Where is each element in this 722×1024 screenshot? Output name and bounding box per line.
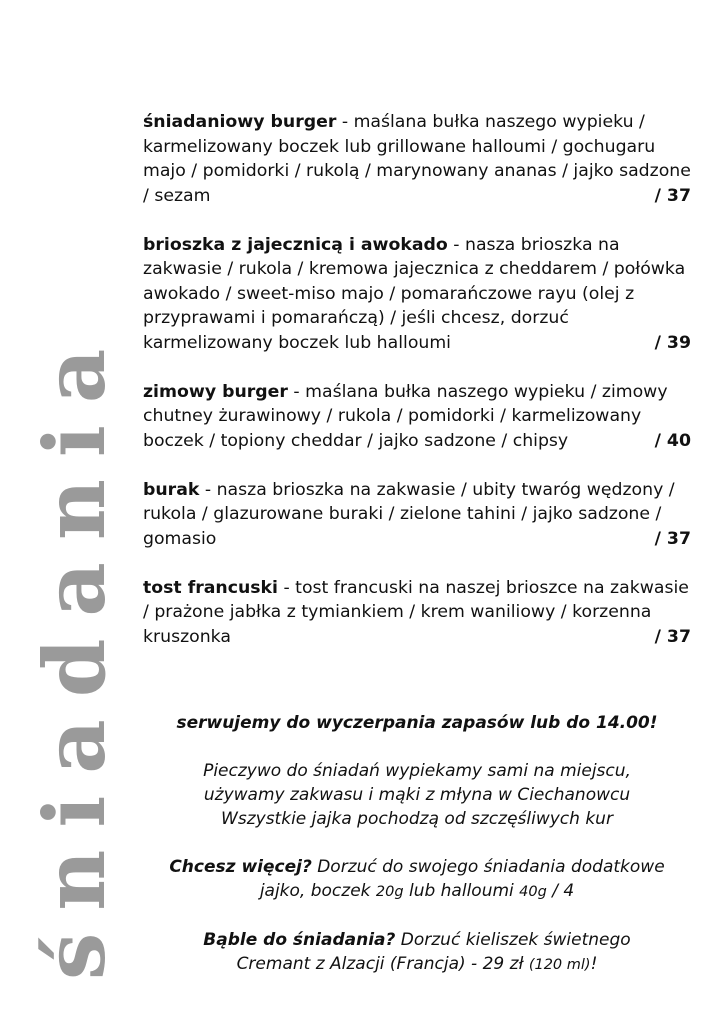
menu-item (143, 478, 691, 552)
bubbles-heading: Bąble do śniadania? (203, 930, 396, 950)
extras-weight1: 20g (375, 884, 404, 900)
item-description: - nasza brioszka na zakwasie / ubity twaróg wędzony / rukola / glazurowane buraki / zielone tahini / jajko sadzone / gomasio (143, 479, 675, 549)
menu-list (143, 110, 691, 674)
notes-section (143, 711, 691, 1001)
item-name: śniadaniowy burger (143, 112, 337, 132)
item-description: - tost francuski na naszej brioszce na zakwasie / prażone jabłka z tymiankiem / krem waniliowy / korzenna kruszonka (143, 577, 689, 647)
menu-item (143, 576, 691, 650)
extras-text3: lub halloumi (403, 881, 520, 901)
bubbles-volume: (120 ml) (528, 957, 591, 973)
serving-note: serwujemy do wyczerpania zapasów lub do 14.00! (176, 713, 658, 733)
extras-weight2: 40g (519, 884, 547, 900)
item-price: / 37 (654, 626, 691, 647)
bubbles-text1: Dorzuć kieliszek świetnego (395, 930, 631, 950)
item-description: - nasza brioszka na zakwasie / rukola / kremowa jajecznica z cheddarem / połówka awokado / sweet-miso majo / pomarańczowe rayu (olej z przyprawami i pomarańczą) / jeśli chcesz, dorzuć karmelizowany boczek lub halloumi (143, 234, 686, 353)
side-title-text: śniadania (25, 326, 124, 980)
menu-item (143, 380, 691, 454)
bubbles-note (143, 928, 691, 977)
menu-item (143, 110, 691, 208)
item-name: burak (143, 479, 200, 500)
menu-item (143, 233, 691, 356)
item-price: / 37 (654, 185, 691, 206)
item-price: / 39 (654, 332, 691, 353)
bread-note-line3: Wszystkie jajka pochodzą od szczęśliwych kur (221, 809, 613, 829)
side-title (25, 326, 124, 980)
item-description: - maślana bułka naszego wypieku / karmelizowany boczek lub grillowane halloumi / gochugaru majo / pomidorki / rukolą / marynowany ananas / jajko sadzone / sezam (143, 112, 691, 206)
item-name: zimowy burger (143, 381, 288, 402)
item-price: / 37 (654, 528, 691, 549)
item-name: tost francuski (143, 577, 278, 598)
bubbles-text3: ! (590, 954, 598, 974)
item-name: brioszka z jajecznicą i awokado (143, 234, 448, 255)
bubbles-text2: Cremant z Alzacji (Francja) - 29 zł (236, 954, 529, 974)
extras-text1: Dorzuć do swojego śniadania dodatkowe (311, 857, 665, 877)
item-price: / 40 (654, 430, 691, 451)
bread-note-line1: Pieczywo do śniadań wypiekamy sami na miejscu, (203, 761, 631, 781)
item-description: - maślana bułka naszego wypieku / zimowy chutney żurawinowy / rukola / pomidorki / karmelizowany boczek / topiony cheddar / jajko sadzone / chipsy (143, 381, 668, 451)
bread-note-line2: używamy zakwasu i mąki z młyna w Ciechanowcu (203, 785, 631, 805)
extras-text2: jajko, boczek (259, 881, 376, 901)
bread-note (143, 759, 691, 831)
extras-note (143, 855, 691, 904)
extras-heading: Chcesz więcej? (169, 857, 312, 877)
extras-price: / 4 (546, 881, 575, 901)
